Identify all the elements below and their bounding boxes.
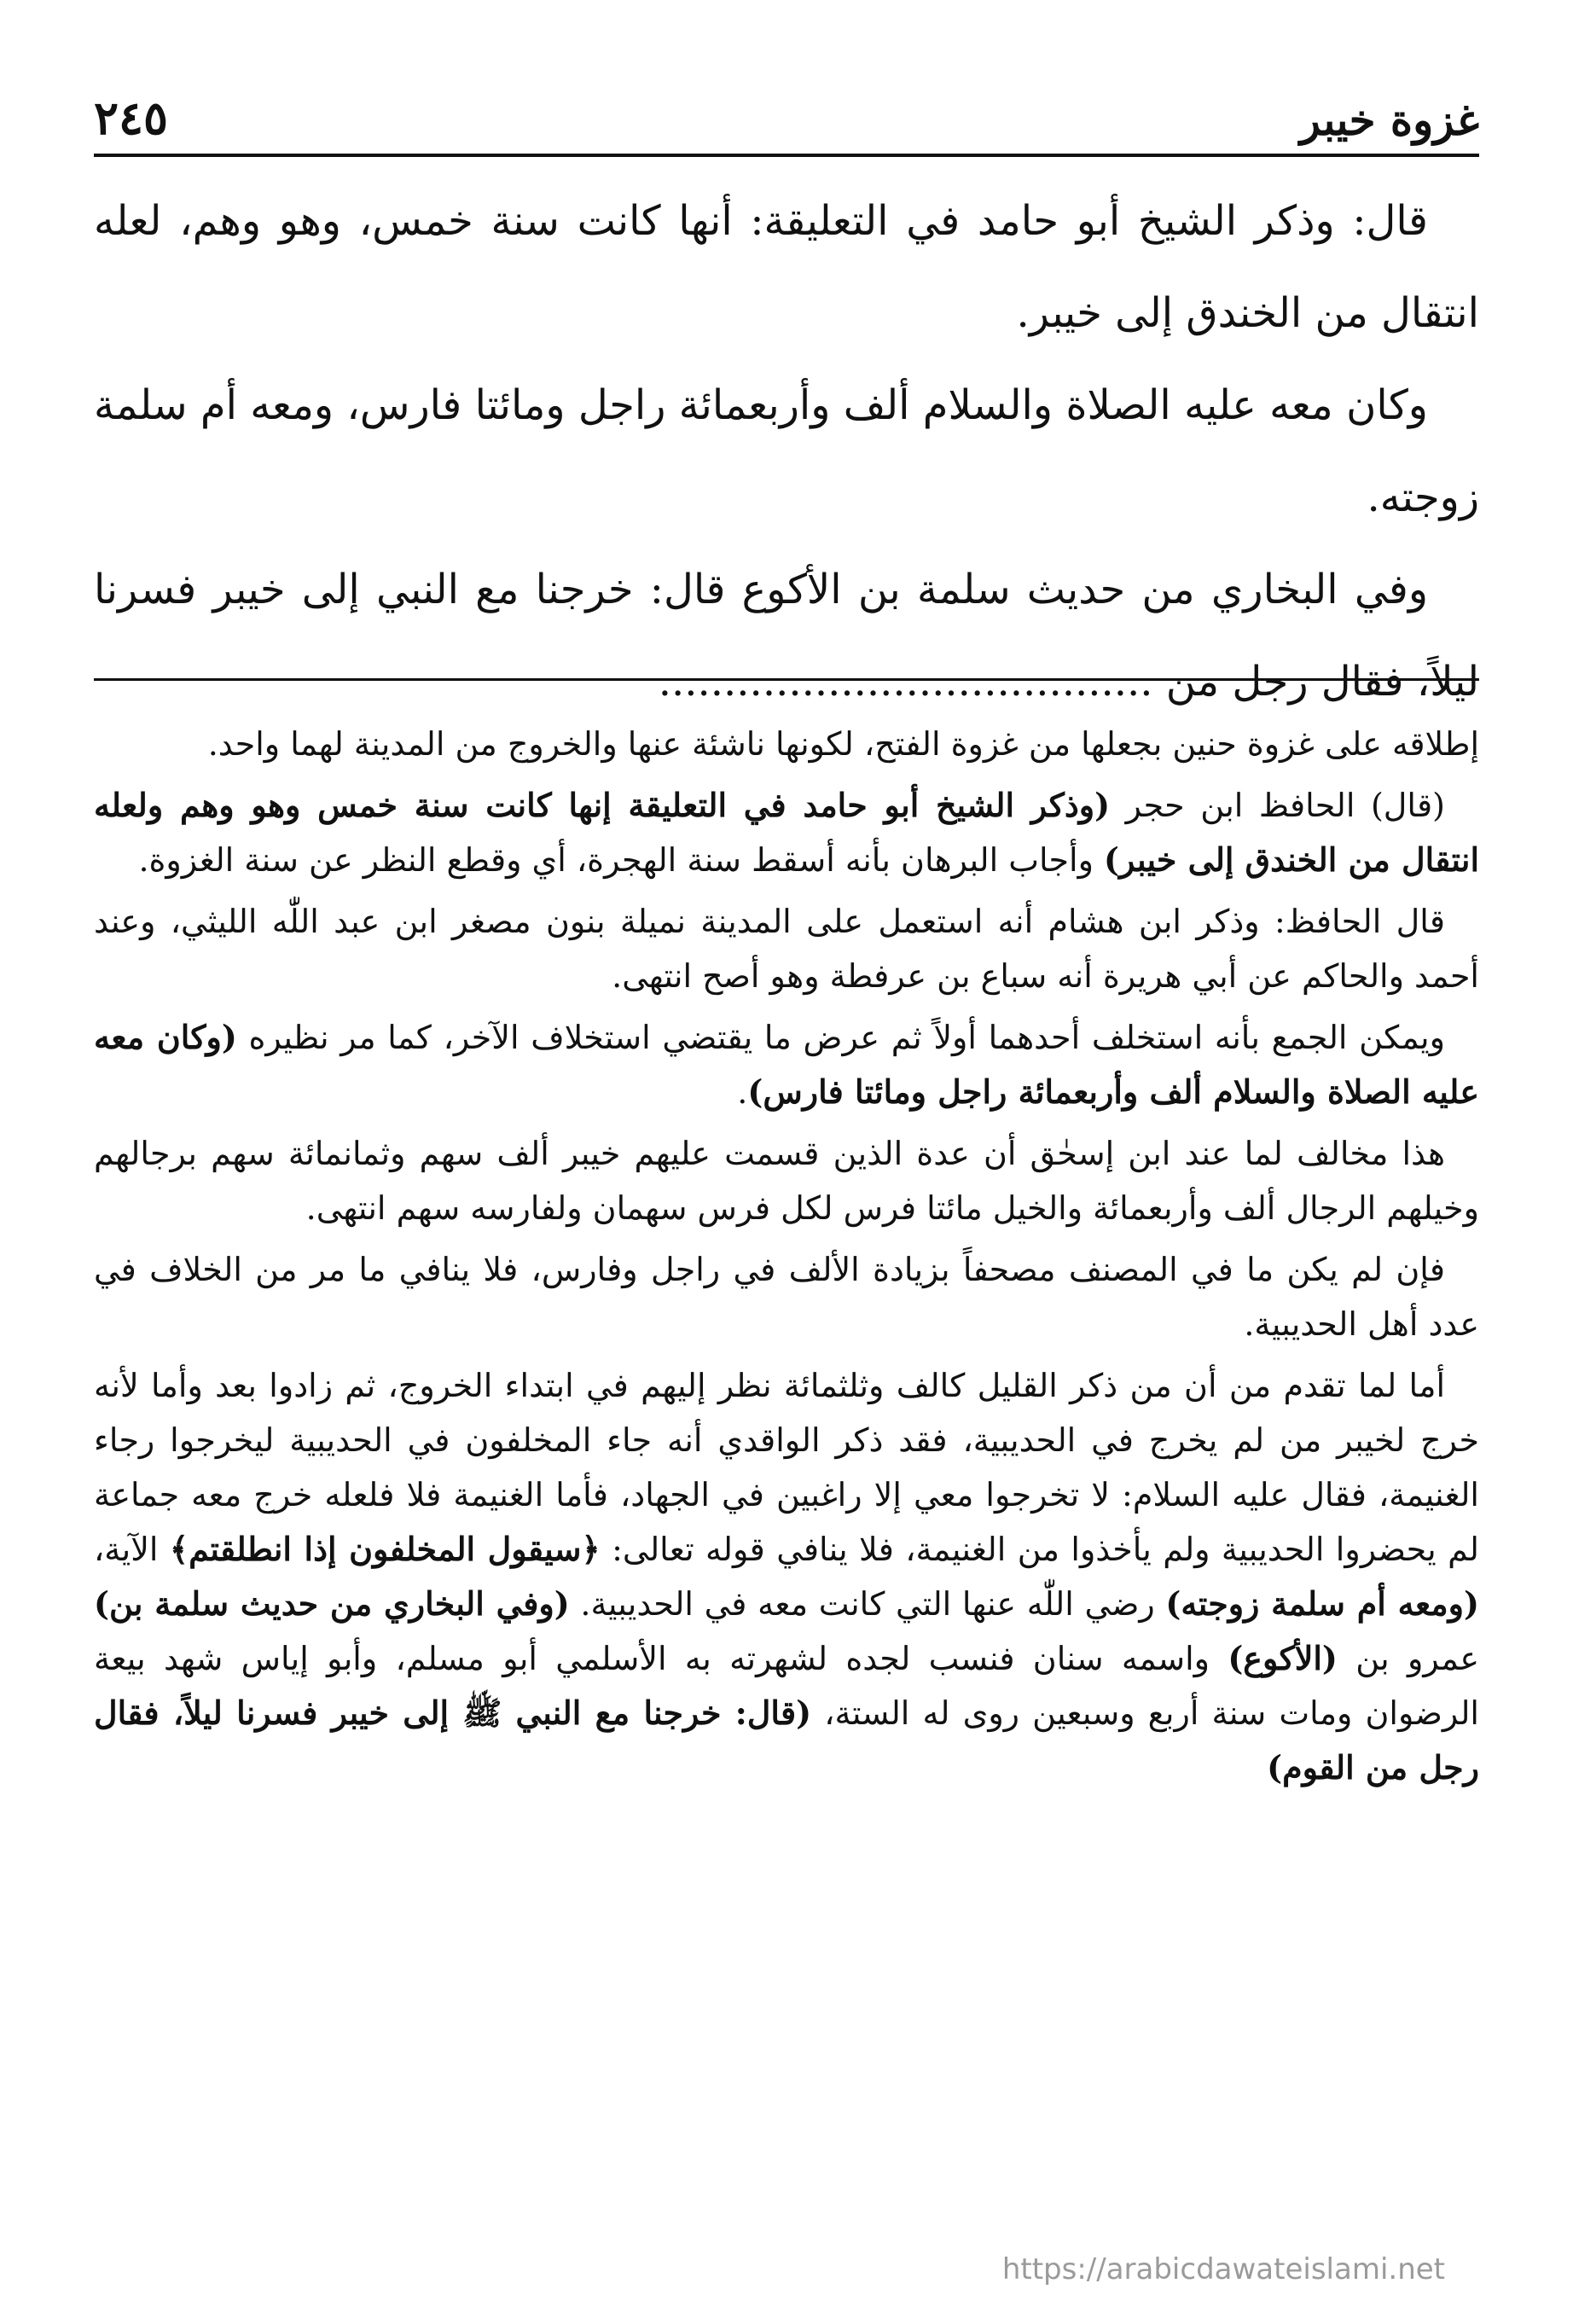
commentary-paragraph bbox=[94, 1358, 1479, 1795]
commentary-paragraph bbox=[94, 778, 1479, 887]
commentary-segment: . bbox=[737, 1073, 748, 1111]
commentary-segment: وأجاب البرهان بأنه أسقط سنة الهجرة، أي وقطع النظر عن سنة الغزوة. bbox=[138, 841, 1105, 879]
commentary-segment: فإن لم يكن ما في المصنف مصحفاً بزيادة الألف في راجل وفارس، فلا ينافي ما مر من الخلاف في عدد أهل الحديبية. bbox=[94, 1251, 1479, 1343]
main-text bbox=[94, 175, 1479, 728]
quoted-matn: (الأكوع) bbox=[1228, 1639, 1338, 1677]
quoted-matn: (وذكر الشيخ أبو حامد في التعليقة إنها كانت سنة خمس وهو وهم ولعله انتقال من الخندق إلى خيبر) bbox=[94, 786, 1479, 879]
quoted-matn: ﴿سيقول المخلفون إذا انطلقتم﴾ bbox=[169, 1530, 601, 1568]
commentary-segment: (قال) الحافظ ابن حجر bbox=[1110, 787, 1445, 824]
commentary-segment: أما لما تقدم من أن من ذكر القليل كالف وثلثمائة نظر إليهم في ابتداء الخروج، ثم زادوا بعد وأما لأنه خرج لخيبر من لم يخرج في الحديبية، فقد ذكر الواقدي أنه جاء المخلفون في الحديبية ليخرجوا رجاء الغنيمة، فقال عليه السلام: لا تخرجوا معي إلا راغبين في الجهاد، فأما الغنيمة فلا فلعله خرج معه جماعة لم يحضروا الحديبية ولم يأخذوا من الغنيمة، فلا ينافي قوله تعالى: bbox=[94, 1367, 1480, 1568]
commentary-segment: الآية، bbox=[94, 1531, 170, 1568]
main-paragraph: وفي البخاري من حديث سلمة بن الأكوع قال: خرجنا مع النبي إلى خيبر فسرنا ليلاً، فقال رجل من ...................................... bbox=[94, 566, 1479, 706]
commentary-segment: ويمكن الجمع بأنه استخلف أحدهما أولاً ثم عرض ما يقتضي استخلاف الآخر، كما مر نظيره bbox=[236, 1019, 1445, 1056]
commentary-segment: إطلاقه على غزوة حنين بجعلها من غزوة الفتح، لكونها ناشئة عنها والخروج من المدينة لهما واحد. bbox=[207, 725, 1479, 763]
commentary-paragraph bbox=[94, 1242, 1479, 1351]
commentary-text bbox=[94, 717, 1479, 1802]
main-paragraph: وكان معه عليه الصلاة والسلام ألف وأربعمائة راجل ومائتا فارس، ومعه أم سلمة زوجته. bbox=[94, 381, 1479, 521]
commentary-paragraph bbox=[94, 1126, 1479, 1235]
chapter-title: غزوة خيبر bbox=[1299, 95, 1479, 145]
commentary-paragraph bbox=[94, 1010, 1479, 1119]
commentary-segment: رضي اللّٰه عنها التي كانت معه في الحديبية. bbox=[569, 1585, 1166, 1623]
quoted-matn: (وفي البخاري من حديث سلمة بن) bbox=[94, 1584, 570, 1623]
quoted-matn: (قال: خرجنا مع النبي ﷺ إلى خيبر فسرنا ليلاً، فقال رجل من القوم) bbox=[94, 1694, 1479, 1787]
quoted-matn: (وكان معه عليه الصلاة والسلام ألف وأربعمائة راجل ومائتا فارس) bbox=[94, 1018, 1479, 1111]
commentary-segment: عمرو بن bbox=[1337, 1640, 1479, 1677]
commentary-paragraph bbox=[94, 894, 1479, 1003]
commentary-segment: واسمه سنان فنسب لجده لشهرته به الأسلمي أبو مسلم، وأبو إياس شهد بيعة الرضوان ومات سنة أربع وسبعين روى له الستة، bbox=[94, 1640, 1479, 1732]
section-divider bbox=[94, 678, 1479, 681]
commentary-paragraph bbox=[94, 717, 1479, 771]
commentary-segment: هذا مخالف لما عند ابن إسحٰق أن عدة الذين قسمت عليهم خيبر ألف سهم وثمانمائة سهم برجالهم وخيلهم الرجال ألف وأربعمائة والخيل مائتا فرس لكل فرس سهمان ولفارسه سهم انتهى. bbox=[94, 1135, 1479, 1227]
commentary-segment: قال الحافظ: وذكر ابن هشام أنه استعمل على المدينة نميلة بنون مصغر ابن عبد اللّٰه الليثي، وعند أحمد والحاكم عن أبي هريرة أنه سباع بن عرفطة وهو أصح انتهى. bbox=[94, 903, 1479, 995]
watermark-url: https://arabicdawateislami.net bbox=[1001, 2252, 1445, 2286]
page-header bbox=[94, 68, 1479, 157]
main-paragraph: قال: وذكر الشيخ أبو حامد في التعليقة: أنها كانت سنة خمس، وهو وهم، لعله انتقال من الخندق إلى خيبر. bbox=[94, 197, 1479, 337]
quoted-matn: (ومعه أم سلمة زوجته) bbox=[1165, 1584, 1479, 1623]
page-number: ٢٤٥ bbox=[94, 90, 169, 145]
